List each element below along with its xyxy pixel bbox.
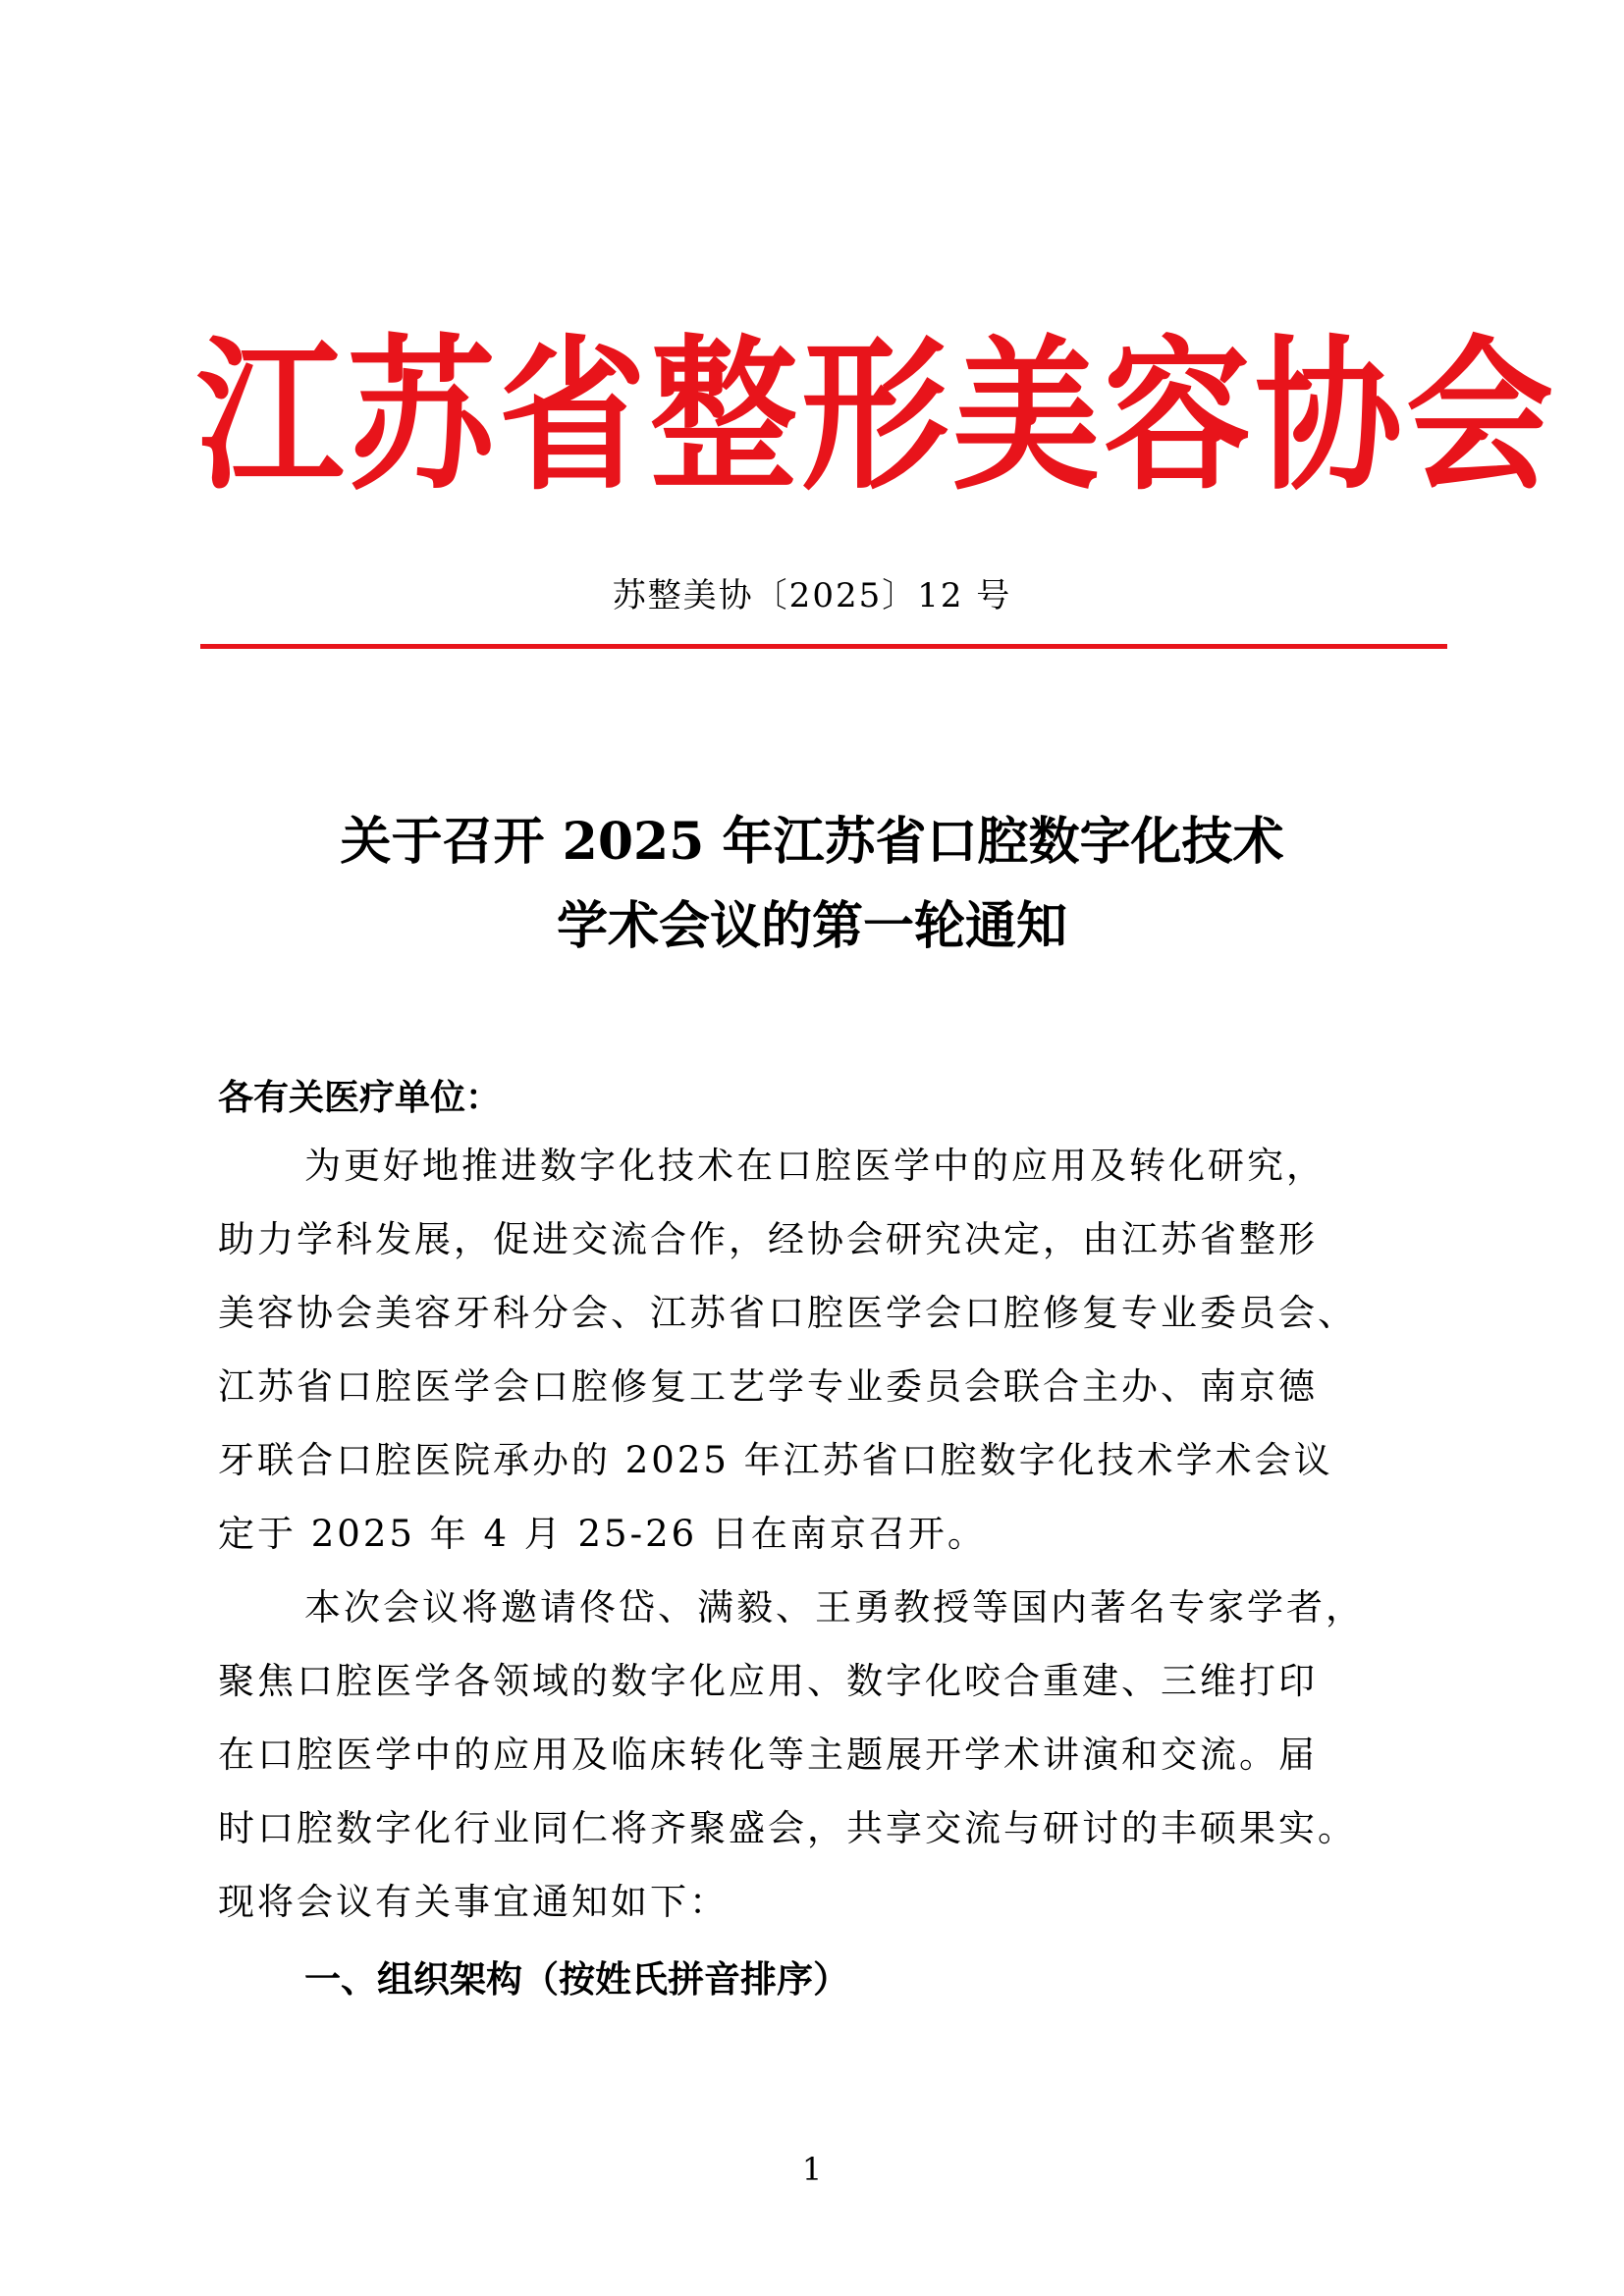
notice-title xyxy=(196,800,1428,969)
paragraph-1-line: 助力学科发展，促进交流合作，经协会研究决定，由江苏省整形 xyxy=(218,1218,1318,1260)
section-heading: 一、组织架构（按姓氏拼音排序） xyxy=(304,1957,849,2001)
paragraph-1-line: 牙联合口腔医院承办的 2025 年江苏省口腔数字化技术学术会议 xyxy=(218,1439,1333,1481)
org-name-header: 江苏省整形美容协会 xyxy=(196,321,1558,513)
notice-title-line-1: 关于召开 2025 年江苏省口腔数字化技术 xyxy=(340,812,1284,872)
salutation: 各有关医疗单位： xyxy=(218,1077,502,1118)
paragraph-1-line: 美容协会美容牙科分会、江苏省口腔医学会口腔修复专业委员会、 xyxy=(218,1292,1357,1334)
paragraph-2-line: 时口腔数字化行业同仁将齐聚盛会，共享交流与研讨的丰硕果实。 xyxy=(218,1807,1357,1849)
paragraph-2-line: 在口腔医学中的应用及临床转化等主题展开学术讲演和交流。届 xyxy=(218,1734,1318,1776)
paragraph-2-line: 本次会议将邀请佟岱、满毅、王勇教授等国内著名专家学者， xyxy=(304,1586,1365,1629)
paragraph-2-line: 现将会议有关事宜通知如下： xyxy=(218,1881,729,1923)
page-number: 1 xyxy=(801,2151,823,2188)
paragraph-1-line: 定于 2025 年 4 月 25-26 日在南京召开。 xyxy=(218,1513,987,1555)
paragraph-2-line: 聚焦口腔医学各领域的数字化应用、数字化咬合重建、三维打印 xyxy=(218,1660,1318,1702)
notice-title-line-2: 学术会议的第一轮通知 xyxy=(556,896,1067,956)
red-divider-line xyxy=(200,644,1447,649)
paragraph-1-line: 为更好地推进数字化技术在口腔医学中的应用及转化研究， xyxy=(304,1145,1326,1187)
paragraph-1-line: 江苏省口腔医学会口腔修复工艺学专业委员会联合主办、南京德 xyxy=(218,1365,1318,1408)
document-number: 苏整美协〔2025〕12 号 xyxy=(612,576,1012,615)
